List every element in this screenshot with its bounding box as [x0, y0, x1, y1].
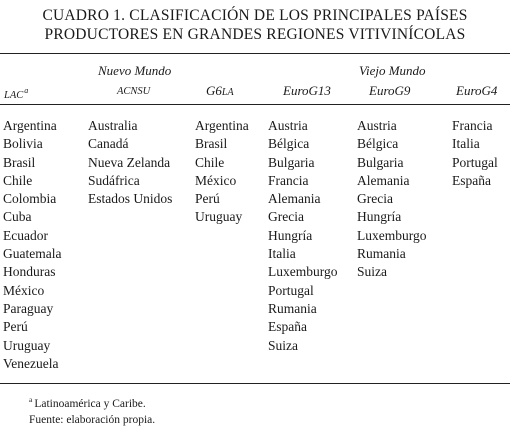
country-cell: Chile — [195, 154, 225, 170]
top-rule — [0, 53, 510, 54]
country-cell: Rumania — [268, 300, 317, 316]
country-cell: Bolivia — [3, 136, 43, 152]
country-cell: España — [268, 319, 307, 335]
column-eurog13-list — [268, 117, 338, 355]
country-cell: Argentina — [3, 118, 57, 133]
column-header-lac-footnote-marker: a — [24, 86, 29, 95]
country-cell: Portugal — [452, 154, 498, 170]
footnote — [29, 393, 146, 411]
country-cell: Suiza — [357, 264, 387, 280]
table-title-line-2: PRODUCTORES EN GRANDES REGIONES VITIVINÍCOLAS — [44, 26, 466, 43]
country-cell: Uruguay — [3, 337, 51, 353]
country-cell: México — [195, 172, 237, 188]
country-cell: Canadá — [88, 136, 129, 152]
bottom-rule — [0, 383, 510, 384]
country-cell: Austria — [357, 118, 397, 133]
column-header-lac — [4, 83, 28, 104]
country-cell: Guatemala — [3, 246, 62, 262]
country-cell: Bulgaria — [268, 154, 315, 170]
column-g6la-list — [195, 117, 249, 227]
column-header-acnsu: ACNSU — [117, 86, 151, 97]
country-cell: Nueva Zelanda — [88, 154, 171, 170]
column-header-g6la — [206, 83, 234, 101]
country-cell: Grecia — [268, 209, 304, 225]
column-header-g6la-text: G6 — [206, 83, 222, 98]
column-acnsu-list — [88, 117, 172, 208]
group-header-nuevo-mundo: Nuevo Mundo — [98, 63, 172, 78]
country-cell: Alemania — [357, 172, 410, 188]
country-cell: Cuba — [3, 209, 32, 225]
header-rule — [0, 104, 510, 105]
country-cell: Alemania — [268, 191, 321, 207]
country-cell: Rumania — [357, 246, 406, 262]
country-cell: Italia — [268, 246, 296, 262]
country-cell: Venezuela — [3, 355, 59, 371]
country-cell: Brasil — [195, 136, 228, 152]
country-cell: Sudáfrica — [88, 172, 140, 188]
column-header-lac-text: LAC — [4, 90, 24, 101]
country-cell: Luxemburgo — [268, 264, 338, 280]
country-cell: México — [3, 282, 45, 298]
country-cell: Francia — [268, 172, 309, 188]
footnote-marker: a — [29, 395, 33, 404]
country-cell: Perú — [3, 319, 28, 335]
country-cell: Estados Unidos — [88, 191, 173, 207]
column-header-g6la-suffix: LA — [221, 87, 234, 98]
country-cell: Ecuador — [3, 227, 48, 243]
column-eurog9-list — [357, 117, 427, 282]
country-cell: Grecia — [357, 191, 393, 207]
country-cell: Uruguay — [195, 209, 243, 225]
footnote-text: Latinoamérica y Caribe. — [34, 398, 146, 410]
country-cell: Portugal — [268, 282, 314, 298]
country-cell: Paraguay — [3, 300, 54, 316]
country-cell: Australia — [88, 118, 138, 133]
column-header-eurog13: EuroG13 — [283, 83, 331, 98]
source-note: Fuente: elaboración propia. — [29, 414, 156, 426]
country-cell: Perú — [195, 191, 220, 207]
country-cell: Hungría — [357, 209, 402, 225]
country-cell: Bulgaria — [357, 154, 404, 170]
country-cell: España — [452, 172, 491, 188]
country-cell: Honduras — [3, 264, 56, 280]
column-lac-list — [3, 117, 61, 373]
country-cell: Chile — [3, 172, 33, 188]
country-cell: Hungría — [268, 227, 313, 243]
country-cell: Colombia — [3, 191, 57, 207]
country-cell: Austria — [268, 118, 308, 133]
country-cell: Suiza — [268, 337, 298, 353]
table-title-line-1: CUADRO 1. CLASIFICACIÓN DE LOS PRINCIPALES PAÍSES — [42, 7, 468, 24]
country-cell: Brasil — [3, 154, 36, 170]
country-cell: Argentina — [195, 118, 249, 133]
column-eurog4-list — [452, 117, 498, 190]
column-header-eurog9: EuroG9 — [369, 83, 411, 98]
country-cell: Italia — [452, 136, 480, 152]
group-header-viejo-mundo: Viejo Mundo — [359, 63, 426, 78]
country-cell: Bélgica — [268, 136, 310, 152]
country-cell: Francia — [452, 118, 493, 133]
country-cell: Bélgica — [357, 136, 399, 152]
country-cell: Luxemburgo — [357, 227, 427, 243]
column-header-eurog4: EuroG4 — [456, 83, 498, 98]
